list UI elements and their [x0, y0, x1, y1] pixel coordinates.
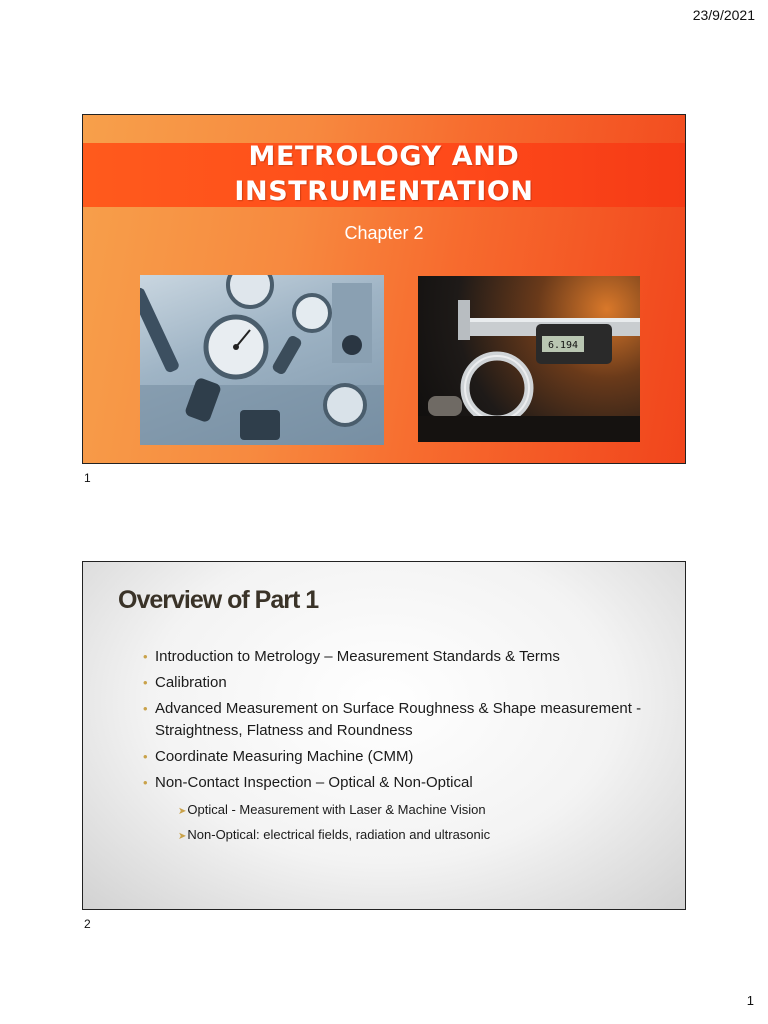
sub-bullet-item: ➤Optical - Measurement with Laser & Machine Vision: [178, 802, 486, 817]
slide-title-line-2: INSTRUMENTATION: [234, 176, 534, 207]
overview-slide: [82, 561, 686, 910]
sub-bullet-item: ➤Non-Optical: electrical fields, radiation and ultrasonic: [178, 827, 491, 842]
bullet-item: • Coordinate Measuring Machine (CMM): [143, 748, 414, 765]
overview-sub-bullet-list: [178, 798, 490, 848]
slide-title: [83, 139, 685, 209]
bullet-item: • Non-Contact Inspection – Optical & Non-Optical: [143, 774, 473, 791]
overview-bullet-list: [143, 646, 663, 798]
slide-title-line-1: METROLOGY AND: [248, 141, 520, 172]
slide-number-2: 2: [84, 917, 91, 931]
dial-gauges-photo: [140, 275, 384, 445]
overview-heading: Overview of Part 1: [118, 586, 319, 614]
bullet-item: • Advanced Measurement on Surface Roughness & Shape measurement - Straightness, Flatness and Roundness: [143, 700, 642, 739]
caliper-display-reading: 6.194: [547, 340, 579, 351]
arrow-bullet-icon: ➤: [178, 806, 187, 817]
slide-number-1: 1: [84, 471, 91, 485]
document-date: 23/9/2021: [692, 7, 755, 23]
page-number: 1: [746, 993, 754, 1008]
slide-subtitle: Chapter 2: [344, 223, 424, 243]
arrow-bullet-icon: ➤: [178, 831, 187, 842]
title-slide: [82, 114, 686, 464]
bullet-item: • Calibration: [143, 674, 227, 691]
bullet-item: • Introduction to Metrology – Measurement Standards & Terms: [143, 648, 560, 665]
digital-caliper-photo: [418, 276, 640, 442]
